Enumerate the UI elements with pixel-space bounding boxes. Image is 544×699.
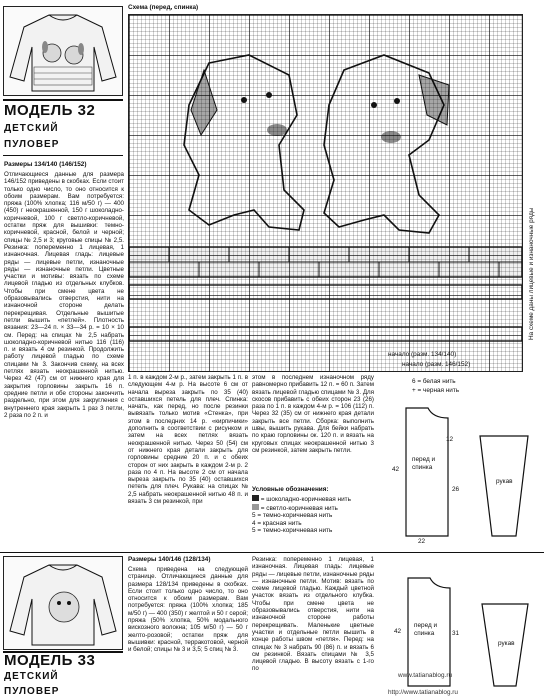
start-label-2: начало (разм. 146/152) bbox=[402, 361, 471, 368]
sleeve-label-33: рукав bbox=[498, 640, 515, 647]
legend-item: = светло-коричневая нить bbox=[252, 504, 376, 513]
sizes-32: Размеры 134/140 (146/152) bbox=[4, 161, 87, 168]
dim-31-33: 31 bbox=[452, 630, 460, 637]
sizes-33: Размеры 140/146 (128/134) bbox=[128, 556, 211, 563]
divider bbox=[3, 155, 123, 156]
front-back-label-33: перед и спинка bbox=[414, 622, 438, 637]
divider bbox=[3, 99, 123, 101]
model-sub1-32: ДЕТСКИЙ bbox=[4, 123, 59, 134]
sleeve-label: рукав bbox=[496, 478, 513, 485]
dim-26: 26 bbox=[452, 486, 460, 493]
model-sub1-33: ДЕТСКИЙ bbox=[4, 671, 59, 682]
dim-42-33: 42 bbox=[394, 628, 402, 635]
sweater-illustration-32 bbox=[4, 7, 122, 95]
start-label-1: начало (разм. 134/140) bbox=[388, 351, 457, 358]
front-back-label: перед и спинка bbox=[412, 456, 436, 471]
text-column-32-3: этом в последнем изнаночном ряду равномерно прибавить 12 п. = 60 п. Затем вязать лицевой гладью спицами № 3. Для скосов прибавить с обеих сторон 23 (26) раза по 1 п. в каждом 4-м р. = 106 (112) п. Через 32 (35) см от нижнего края детали закрыть все петли. Сборка: выполнить швы, вышить рукава. Для бейки набрать по краю горловины ок. 120 п. и вязать на круговых спицах неокрашенной нитью 3 см резинкой, затем закрыть петли. bbox=[252, 374, 374, 454]
text-column-32-1: Отличающиеся данные для размера 146/152 приведены в скобках. Если стоит только одно число, то оно относится к обоим размерам. Вам потребуется: пряжа (100% хлопка; 116 м/50 г) — 400 (450) г неокрашенной, 150 г шоколадно-коричневой, 100 г светло-коричневой, остатки пряж для вышивки: темно-коричневой, красной, белой и черной; спицы № 2,5 и 3; круговые спицы № 2,5. Резинка: попеременно 1 лицевая, 1 изнаночная. Лицевая гладь: лицевые ряды — лицевые петли, изнаночные ряды — изнаночные петли. Цветные участки и мотивы: вязать по схеме лицевой гладью из отдельных клубков. Чтобы при смене цвета не образовывались отверстия, нити на изнаночной стороне делать перекрещивая. Отдельные вышитые петли вышить «петлей». Плотность вязания: 23—24 п. × 33—34 р. = 10 × 10 см. Перед: на спицах № 2,5 набрать шоколадно-коричневой нитью 116 (116) п. и вязать 4 см резинкой. Продолжить работу лицевой гладью по схеме спицами № 3. Закончив схему, на всех петлях вязать неокрашенной нитью. Через 42 (47) см от нижнего края для закрытия горловины закрыть 16 п. средние петли и обе стороны закончить раздельно, при этом для закругления с внутреннего края закрыть 1 раз 3 петли, 2 раза по 2 п. и bbox=[4, 171, 124, 419]
legend-title: Условные обозначения: bbox=[252, 486, 329, 493]
legend-item: 4 = красная нить bbox=[252, 519, 302, 527]
sweater-sketch-33 bbox=[3, 556, 123, 650]
dim-22: 22 bbox=[418, 538, 426, 545]
pattern-outline-32 bbox=[378, 396, 542, 546]
legend-item: = шоколадно-коричневая нить bbox=[252, 495, 376, 504]
chart-title: Схема (перед, спинка) bbox=[128, 4, 199, 11]
url-small[interactable]: www.tatianablog.ru bbox=[398, 672, 452, 679]
note-white: 6 = белая нить bbox=[412, 378, 456, 385]
sweater-illustration-33 bbox=[4, 557, 122, 649]
model-title-33: МОДЕЛЬ 33 bbox=[4, 652, 96, 669]
legend bbox=[252, 495, 376, 535]
legend-item: 5 = темно-коричневая нить bbox=[252, 512, 333, 519]
text-column-33-2: Резинка: попеременно 1 лицевая, 1 изнаночная. Лицевая гладь: лицевые ряды — лицевые петли, изнаночные ряды — изнаночные петли. Мотив: вязать по схеме лицевой гладью. Каждый цветной участок вязать из отдельного клубка. Чтобы при смене цвета не образовывались отверстия, нити на изнаночной стороне работы перекрещивать. Маленькие цветные участки и отдельные петли вышить в конце работы швом «петля». Перед: на спицах № 3 набрать 90 (86) п. и вязать 6 см резинкой. Вязать спицами № 3,5 лицевой гладью. В высоту вязать с 1-го по bbox=[252, 556, 374, 673]
dim-12: 12 bbox=[446, 436, 454, 443]
text-column-33-1: Схема приведена на следующей странице. Отличающиеся данные для размера 128/134 приведены в скобках. Если стоит только одно число, то оно относится к обоим размерам. Вам потребуется: пряжа (100% хлопка; 185 м/50 г) — 400 (350) г желтой и 50 г серой; пряжа (50% хлопка, 50% модального вискозного волокна; 105 м/50 г) — 50 г желто-розовой; остатки пряж для вышивки: красной, терракотовой, черной и белой; спицы № 3 и 3,5; 5 спиц № 3. bbox=[128, 566, 248, 654]
note-black: + = черная нить bbox=[412, 387, 460, 394]
knitting-chart bbox=[128, 14, 523, 372]
section-divider bbox=[0, 552, 544, 553]
sweater-sketch-32 bbox=[3, 6, 123, 96]
url-footer[interactable]: http://www.tatianablog.ru bbox=[388, 689, 458, 696]
model-sub2-33: ПУЛОВЕР bbox=[4, 686, 60, 697]
model-title-32: МОДЕЛЬ 32 bbox=[4, 102, 96, 119]
text-column-32-2: 1 п. в каждом 2-м р., затем закрыть 1 п. в следующем 4-м р. На высоте 6 см от начала выреза закрыть по 35 (40) оставшихся петель для плеч. Спинка: начать, как перед, но после резинки вывязать только мотив «Стенка», при этом в последних 14 р. «кирпичики» дополнить в соответствии с рисунком и затем на всех петлях вязать неокрашенной нитью. Через 50 (54) см от нижнего края детали закрыть для горловины средние 20 п. и с обеих сторон от них закрыть в каждом 2-м р. 2 раза по 4 п. На высоте 2 см от начала выреза закрыть по 35 (40) оставшихся петель для плеч. Рукава: на спицах № 2,5 набрать неокрашенной нитью 48 п. и вязать 3 см резинкой, при bbox=[128, 374, 248, 506]
model-sub2-32: ПУЛОВЕР bbox=[4, 139, 60, 150]
legend-item: 5 = темно-коричневая нить bbox=[252, 527, 333, 534]
side-note: На схеме даны лицевые и изнаночные ряды bbox=[528, 207, 535, 340]
chart-motif bbox=[129, 15, 522, 371]
dim-42: 42 bbox=[392, 466, 400, 473]
pattern-schematic-32 bbox=[378, 396, 542, 546]
